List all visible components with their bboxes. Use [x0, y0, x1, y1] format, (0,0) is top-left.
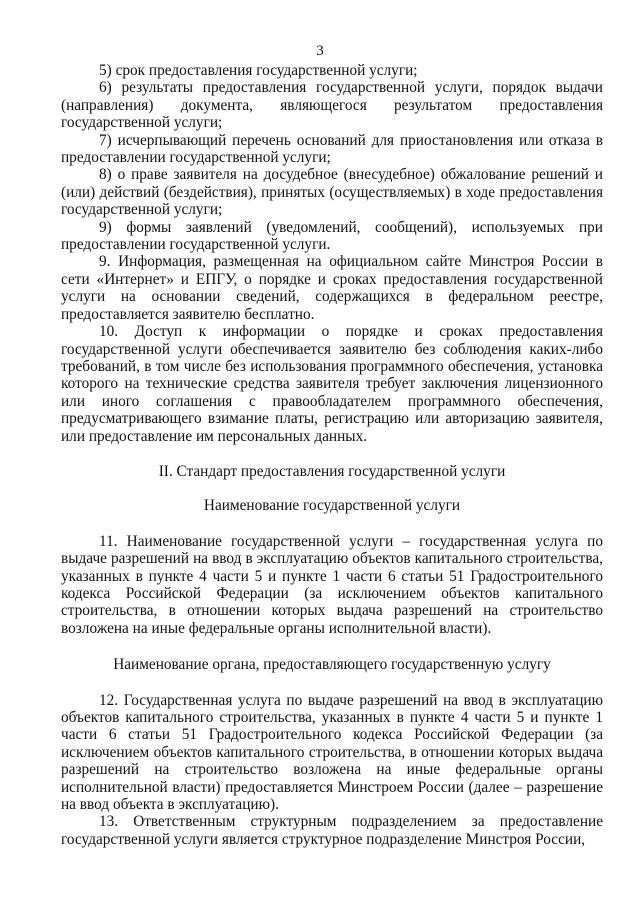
list-item-6: 6) результаты предоставления государственной услуги, порядок выдачи (направления) документа, являющегося результатом предоставления государственной услуги; — [61, 79, 603, 132]
document-body — [61, 62, 603, 848]
paragraph-12: 12. Государственная услуга по выдаче разрешений на ввод в эксплуатацию объектов капитального строительства, указанных в пункте 4 части 5 и пункте 1 части 6 статьи 51 Градостроительного кодекса Российской Федерации (за исключением объектов капитального строительства, в отношении которых выдача разрешений на строительство возложена на иные федеральные органы исполнительной власти) предоставляется Минстроем России (далее – разрешение на ввод объекта в эксплуатацию). — [61, 691, 603, 814]
list-item-7: 7) исчерпывающий перечень оснований для приостановления или отказа в предоставлении государственной услуги; — [61, 131, 603, 167]
page-number: 3 — [316, 43, 324, 59]
paragraph-11: 11. Наименование государственной услуги – государственная услуга по выдаче разрешений на ввод в эксплуатацию объектов капитального строительства, указанных в пункте 4 части 5 и пункте 1 части 6 статьи 51 Градостроительного кодекса Российской Федерации (за исключением объектов капитального строительства, в отношении которых выдача разрешений на строительство возложена на иные федеральные органы исполнительной власти). — [61, 532, 603, 637]
paragraph-10: 10. Доступ к информации о порядке и сроках предоставления государственной услуги обеспечивается заявителю без соблюдения каких-либо требований, в том числе без использования программного обеспечения, установка которого на технические средства заявителя требует заключения лицензионного или иного соглашения с правообладателем программного обеспечения, предусматривающего взимание платы, регистрацию или авторизацию заявителя, или предоставление им персональных данных. — [61, 323, 603, 445]
section-heading: II. Стандарт предоставления государственной услуги — [158, 462, 506, 480]
subheading-service-name: Наименование государственной услуги — [203, 497, 461, 515]
list-item-8: 8) о праве заявителя на досудебное (внесудебное) обжалование решений и (или) действий (бездействия), принятых (осуществляемых) в ходе предоставления государственной услуги; — [61, 166, 603, 219]
list-item-5: 5) срок предоставления государственной услуги; — [99, 62, 418, 79]
list-item-9: 9) формы заявлений (уведомлений, сообщений), используемых при предоставлении государственной услуги. — [61, 218, 603, 254]
subheading-authority: Наименование органа, предоставляющего государственную услугу — [113, 656, 551, 674]
paragraph-9: 9. Информация, размещенная на официальном сайте Минстроя России в сети «Интернет» и ЕПГУ, о порядке и сроках предоставления государственной услуги на основании сведений, содержащихся в федеральном реестре, предоставляется заявителю бесплатно. — [61, 253, 603, 323]
paragraph-13: 13. Ответственным структурным подразделением за предоставление государственной услуги является структурное подразделение Минстроя России, — [61, 813, 603, 848]
